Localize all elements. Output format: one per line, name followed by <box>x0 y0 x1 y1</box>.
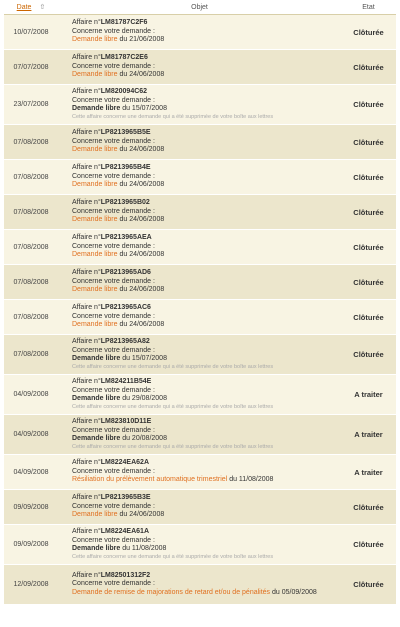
affaire-prefix: Affaire n° <box>72 571 101 579</box>
status-badge: Clôturée <box>341 195 396 230</box>
demande-link[interactable]: Demande libre <box>72 71 118 79</box>
demande-line <box>72 395 341 404</box>
affaire-line <box>72 199 341 208</box>
demande-date: du 24/06/2008 <box>117 181 165 189</box>
status-badge: Clôturée <box>341 230 396 265</box>
deleted-note: Cette affaire concerne une demande qui a été supprimée de votre boîte aux lettres <box>72 113 274 120</box>
concerne-label: Concerne votre demande : <box>72 137 155 145</box>
sort-by-date-link[interactable]: Date <box>16 4 32 11</box>
affaire-number: LP8213965AEA <box>100 234 152 242</box>
affaire-prefix: Affaire n° <box>72 129 101 137</box>
table-row <box>4 565 396 605</box>
table-row <box>4 455 396 490</box>
affaire-number: LP8213965B02 <box>100 199 150 207</box>
affaire-line <box>72 234 341 243</box>
deleted-note: Cette affaire concerne une demande qui a été supprimée de votre boîte aux lettres <box>72 363 274 370</box>
demande-date: du 11/08/2008 <box>120 545 167 553</box>
demande-date: du 24/06/2008 <box>117 146 165 154</box>
affaire-line <box>72 129 341 138</box>
row-date: 09/09/2008 <box>4 525 58 565</box>
demande-link[interactable]: Demande libre <box>72 105 121 113</box>
affaire-prefix: Affaire n° <box>72 19 101 27</box>
demande-link[interactable]: Demande libre <box>72 321 118 329</box>
concerne-label: Concerne votre demande : <box>72 277 155 285</box>
table-row <box>4 490 396 525</box>
row-objet <box>58 375 341 415</box>
affaire-number: LP8213965B5E <box>100 129 151 137</box>
status-badge: Clôturée <box>341 525 396 565</box>
row-objet <box>58 125 341 160</box>
row-date: 09/09/2008 <box>4 490 58 525</box>
concerne-label: Concerne votre demande : <box>72 96 155 104</box>
affaire-number: LP8213965AC6 <box>100 304 151 312</box>
affaire-number: LM81787C2F6 <box>100 19 148 27</box>
row-objet <box>58 15 341 50</box>
row-date: 04/09/2008 <box>4 375 58 415</box>
row-objet <box>58 160 341 195</box>
concerne-label: Concerne votre demande : <box>72 312 155 320</box>
row-objet <box>58 300 341 335</box>
demande-link[interactable]: Demande libre <box>72 216 118 224</box>
affaire-prefix: Affaire n° <box>72 199 101 207</box>
demande-link[interactable]: Demande libre <box>72 435 121 443</box>
demande-date: du 24/06/2008 <box>117 71 165 79</box>
affaire-number: LP8213965B3E <box>100 494 151 502</box>
affaire-number: LM8224EA61A <box>100 528 149 536</box>
affaire-number: LM8224EA62A <box>100 459 149 467</box>
concerne-label: Concerne votre demande : <box>72 467 155 475</box>
demande-date: du 15/07/2008 <box>120 105 167 113</box>
row-date: 07/08/2008 <box>4 160 58 195</box>
row-objet <box>58 85 341 125</box>
affaire-line <box>72 572 341 581</box>
affaire-prefix: Affaire n° <box>72 494 101 502</box>
row-objet <box>58 230 341 265</box>
row-date: 12/09/2008 <box>4 565 58 605</box>
affaire-line <box>72 304 341 313</box>
demande-date: du 24/06/2008 <box>117 321 165 329</box>
demande-link[interactable]: Demande libre <box>72 395 121 403</box>
demande-link[interactable]: Demande libre <box>72 286 118 294</box>
deleted-note: Cette affaire concerne une demande qui a été supprimée de votre boîte aux lettres <box>72 403 274 410</box>
affaire-line <box>72 338 341 347</box>
date-column-header <box>4 0 58 15</box>
row-objet <box>58 415 341 455</box>
table-header-row <box>4 0 396 15</box>
deleted-note: Cette affaire concerne une demande qui a été supprimée de votre boîte aux lettres <box>72 553 274 560</box>
row-date: 07/08/2008 <box>4 125 58 160</box>
status-badge: Clôturée <box>341 125 396 160</box>
concerne-label: Concerne votre demande : <box>72 386 155 394</box>
table-row <box>4 85 396 125</box>
demande-date: du 11/08/2008 <box>227 476 274 484</box>
affaire-line <box>72 528 341 537</box>
affaire-prefix: Affaire n° <box>72 378 101 386</box>
affaire-line <box>72 459 341 468</box>
demande-line <box>72 321 341 330</box>
affaire-prefix: Affaire n° <box>72 418 101 426</box>
status-badge: Clôturée <box>341 490 396 525</box>
demande-line <box>72 251 341 260</box>
demande-link[interactable]: Demande libre <box>72 36 118 44</box>
affaire-prefix: Affaire n° <box>72 88 101 96</box>
table-row <box>4 300 396 335</box>
table-row <box>4 125 396 160</box>
demande-line <box>72 435 341 444</box>
row-date: 07/08/2008 <box>4 300 58 335</box>
concerne-label: Concerne votre demande : <box>72 62 155 70</box>
affaire-line <box>72 418 341 427</box>
row-objet <box>58 265 341 300</box>
table-row <box>4 195 396 230</box>
row-objet <box>58 490 341 525</box>
concerne-label: Concerne votre demande : <box>72 27 155 35</box>
row-date: 07/08/2008 <box>4 265 58 300</box>
demande-link[interactable]: Demande libre <box>72 511 118 519</box>
demande-link[interactable]: Demande libre <box>72 545 121 553</box>
affaire-line <box>72 494 341 503</box>
demande-date: du 24/06/2008 <box>117 511 165 519</box>
row-date: 07/08/2008 <box>4 195 58 230</box>
affaire-prefix: Affaire n° <box>72 234 101 242</box>
demande-line <box>72 545 341 554</box>
affaire-number: LP8213965AD6 <box>100 269 151 277</box>
table-row <box>4 375 396 415</box>
demande-link[interactable]: Demande libre <box>72 146 118 154</box>
status-badge: Clôturée <box>341 265 396 300</box>
status-badge: Clôturée <box>341 160 396 195</box>
demande-line <box>72 181 341 190</box>
demande-link[interactable]: Demande de remise de majorations de retard et/ou de pénalités <box>72 588 271 596</box>
demande-date: du 05/09/2008 <box>270 588 317 596</box>
affaire-number: LP8213965A82 <box>100 338 150 346</box>
row-date: 04/09/2008 <box>4 415 58 455</box>
table-row <box>4 15 396 50</box>
concerne-label: Concerne votre demande : <box>72 426 155 434</box>
demande-line <box>72 36 341 45</box>
row-objet <box>58 195 341 230</box>
demande-date: du 21/06/2008 <box>117 36 165 44</box>
etat-column-header: Etat <box>341 0 396 15</box>
demande-line <box>72 105 341 114</box>
demande-line <box>72 355 341 364</box>
affaire-line <box>72 164 341 173</box>
affaire-line <box>72 88 341 97</box>
demande-link[interactable]: Demande libre <box>72 251 118 259</box>
sort-arrows-icon[interactable]: ⇧ <box>39 4 46 11</box>
affaire-number: LM820094C62 <box>100 88 148 96</box>
affaire-prefix: Affaire n° <box>72 459 101 467</box>
demande-line <box>72 71 341 80</box>
row-objet <box>58 565 341 605</box>
status-badge: Clôturée <box>341 565 396 605</box>
table-row <box>4 525 396 565</box>
affaire-line <box>72 378 341 387</box>
affaire-prefix: Affaire n° <box>72 338 101 346</box>
demande-line <box>72 476 341 485</box>
status-badge: A traiter <box>341 375 396 415</box>
concerne-label: Concerne votre demande : <box>72 172 155 180</box>
demande-line <box>72 146 341 155</box>
concerne-label: Concerne votre demande : <box>72 346 155 354</box>
demande-date: du 24/06/2008 <box>117 251 165 259</box>
status-badge: Clôturée <box>341 50 396 85</box>
affaire-prefix: Affaire n° <box>72 528 101 536</box>
affaire-line <box>72 19 341 28</box>
affaire-line <box>72 54 341 63</box>
status-badge: Clôturée <box>341 15 396 50</box>
concerne-label: Concerne votre demande : <box>72 207 155 215</box>
concerne-label: Concerne votre demande : <box>72 580 155 588</box>
row-date: 07/08/2008 <box>4 335 58 375</box>
demande-line <box>72 286 341 295</box>
demande-date: du 29/08/2008 <box>120 395 167 403</box>
affaires-list <box>4 0 396 605</box>
deleted-note: Cette affaire concerne une demande qui a été supprimée de votre boîte aux lettres <box>72 443 274 450</box>
affaire-prefix: Affaire n° <box>72 269 101 277</box>
row-objet <box>58 455 341 490</box>
affaire-number: LM823810D11E <box>100 418 152 426</box>
affaire-number: LM82501312F2 <box>100 571 151 579</box>
affaires-table <box>4 0 396 605</box>
demande-line <box>72 511 341 520</box>
row-objet <box>58 50 341 85</box>
row-date: 04/09/2008 <box>4 455 58 490</box>
table-row <box>4 160 396 195</box>
demande-date: du 24/06/2008 <box>117 216 165 224</box>
affaire-prefix: Affaire n° <box>72 164 101 172</box>
row-date: 07/08/2008 <box>4 230 58 265</box>
row-date: 07/07/2008 <box>4 50 58 85</box>
demande-line <box>72 589 341 598</box>
table-row <box>4 230 396 265</box>
affaire-number: LP8213965B4E <box>100 164 151 172</box>
demande-link[interactable]: Demande libre <box>72 355 121 363</box>
row-date: 23/07/2008 <box>4 85 58 125</box>
table-row <box>4 50 396 85</box>
demande-link[interactable]: Demande libre <box>72 181 118 189</box>
affaire-line <box>72 269 341 278</box>
status-badge: Clôturée <box>341 335 396 375</box>
objet-column-header: Objet <box>58 0 341 15</box>
demande-date: du 20/08/2008 <box>120 435 167 443</box>
concerne-label: Concerne votre demande : <box>72 502 155 510</box>
table-row <box>4 415 396 455</box>
demande-line <box>72 216 341 225</box>
status-badge: Clôturée <box>341 85 396 125</box>
status-badge: A traiter <box>341 415 396 455</box>
affaire-number: LM81787C2E6 <box>100 54 148 62</box>
demande-date: du 15/07/2008 <box>120 355 167 363</box>
table-row <box>4 335 396 375</box>
demande-date: du 24/06/2008 <box>117 286 165 294</box>
affaire-prefix: Affaire n° <box>72 54 101 62</box>
status-badge: Clôturée <box>341 300 396 335</box>
row-date: 10/07/2008 <box>4 15 58 50</box>
concerne-label: Concerne votre demande : <box>72 242 155 250</box>
table-row <box>4 265 396 300</box>
row-objet <box>58 525 341 565</box>
demande-link[interactable]: Résiliation du prélèvement automatique trimestriel <box>72 476 228 484</box>
row-objet <box>58 335 341 375</box>
affaire-prefix: Affaire n° <box>72 304 101 312</box>
status-badge: A traiter <box>341 455 396 490</box>
concerne-label: Concerne votre demande : <box>72 536 155 544</box>
affaire-number: LM824211B54E <box>100 378 152 386</box>
